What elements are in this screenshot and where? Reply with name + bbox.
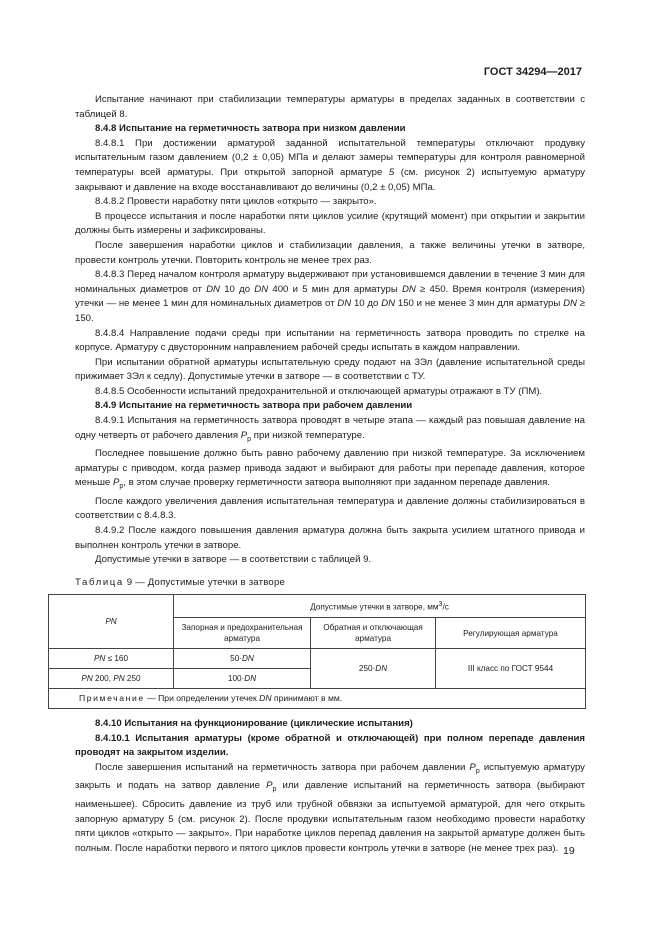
paragraph-8-4-8-4: 8.4.8.4 Направление подачи среды при испытании на герметичность затвора проводить по стрелке на корпусе. Арматуру с двусторонним направлением рабочей среды испытать в каждом направлении. xyxy=(75,327,585,354)
leakage-table xyxy=(48,594,586,709)
paragraph-8-4-8-1: 8.4.8.1 При достижении арматурой заданной испытательной температуры отключают продувку испытательным газом давлением (0,2 ± 0,05) МПа и делают замеры температуры для контроля равномерной температуры всей арматуры. При открытой запорной арматуре 5 (см. рисунок 2) испытуемую арматуру закрывают и давление на входе восстанавливают до величины (0,2 ± 0,05) МПа. xyxy=(75,137,585,193)
col-header-group: Допустимые утечки в затворе, $мм^3/с$ xyxy=(174,595,586,618)
paragraph-leak-control: После завершения наработки циклов и стабилизации давления, а также величины утечки в затворе, провести контроль утечки. Повторить контроль не менее трех раз. xyxy=(75,239,585,266)
paragraph-reverse-valve: При испытании обратной арматуры испытательную среду подают на 3Эл (давление испытательной среды прижимает 3Эл к седлу). Допустимые утечки в затворе — в соответствии с ТУ. xyxy=(75,356,585,383)
section-heading-8-4-9: 8.4.9 Испытание на герметичность затвора при рабочем давлении xyxy=(95,400,413,412)
cell-pn-200-250: PN 200, PN 250 xyxy=(49,669,174,689)
cell-50dn: 50·DN xyxy=(174,649,311,669)
col-header-shutoff: Запорная и предохранительная арматура xyxy=(174,618,311,649)
section-heading-8-4-8: 8.4.8 Испытание на герметичность затвора при низком давлении xyxy=(95,123,406,135)
paragraph-stabilization: Испытание начинают при стабилизации температуры арматуры в пределах заданных в соответствии с таблицей 8. xyxy=(75,94,585,120)
cell-class-iii: III класс по ГОСТ 9544 xyxy=(436,649,586,689)
paragraph-8-4-8-3: 8.4.8.3 Перед началом контроля арматуру выдерживают при установившемся давлении в течение 3 мин для номинальных диаметров от DN 10 до DN 400 и 5 мин для арматуры DN ≥ 450. Время контроля (измерения) утечки — не менее 1 мин для номинальных диаметров от DN 10 до DN 150 и не менее 3 мин для арматуры DN ≥ 150. xyxy=(75,269,585,324)
page-body xyxy=(75,93,585,856)
paragraph-torque: В процессе испытания и после наработки пяти циклов усилие (крутящий момент) при открытии и закрытии должны быть измерены и зафиксированы. xyxy=(75,210,585,237)
document-header: ГОСТ 34294—2017 xyxy=(483,66,582,78)
table-row xyxy=(49,649,586,669)
paragraph-8-4-8-2: 8.4.8.2 Провести наработку пяти циклов «открыто — закрыто». xyxy=(95,196,377,208)
table-note: Примечание — При определении утечек DN принимают в мм. xyxy=(49,689,586,709)
cell-pn-160: PN ≤ 160 xyxy=(49,649,174,669)
page-number: 19 xyxy=(563,845,575,857)
paragraph-8-4-8-5: 8.4.8.5 Особенности испытаний предохранительной и отключающей арматуры отражают в ТУ (ПМ). xyxy=(95,385,543,397)
col-header-pn: PN xyxy=(49,595,174,649)
cell-100dn: 100·DN xyxy=(174,669,311,689)
table-caption: Таблица 9 — Допустимые утечки в затворе xyxy=(75,576,286,588)
paragraph-8-4-9-2: 8.4.9.2 После каждого повышения давления арматура должна быть закрыта усилием штатного привода и выполнен контроль утечки в затворе. xyxy=(75,525,585,551)
paragraph-allowable-leaks: Допустимые утечки в затворе — в соответствии с таблицей 9. xyxy=(95,554,372,566)
section-heading-8-4-10: 8.4.10 Испытания на функционирование (циклические испытания) xyxy=(95,718,413,730)
paragraph-cycle-testing: После завершения испытаний на герметичность затвора при рабочем давлении $P_р$ испытуемую арматуру закрыть и подать на затвор давление $P_р$ или давление испытаний на герметичность затвора (выбирают наименьшее). Сбросить давление из труб или трубной обвязки за испытуемой арматурой, для чего открыть запорную арматуру 5 (см. рисунок 2). После продувки испытательным газом необходимо провести наработку пяти циклов «открыто — закрыто». При наработке циклов перепад давления на закрытой арматуре должен быть полным. После наработки первого и пятого циклов провести контроль утечки в затворе (не менее трех раз). xyxy=(75,761,585,854)
section-heading-8-4-10-1: 8.4.10.1 Испытания арматуры (кроме обратной и отключающей) при полном перепаде давления проводят на закрытом изделии. xyxy=(75,732,585,759)
paragraph-8-4-9-1: 8.4.9.1 Испытания на герметичность затвора проводят в четыре этапа — каждый раз повышая давление на одну четверть от рабочего давления $P_р$ при низкой температуре. xyxy=(75,415,585,443)
col-header-control: Регулирующая арматура xyxy=(436,618,586,649)
paragraph-stabilize: После каждого увеличения давления испытательная температура и давление должны стабилизироваться в соответствии с 8.4.8.3. xyxy=(75,495,585,522)
paragraph-last-increase: Последнее повышение должно быть равно рабочему давлению при низкой температуре. За исключением арматуры с приводом, когда размер привода задают и выбирают для работы при перепаде давления, которое меньше $P_р$, в этом случае проверку герметичности затвора выполняют при заданном перепаде давления. xyxy=(75,448,585,491)
cell-250dn: 250·DN xyxy=(311,649,436,689)
col-header-check: Обратная и отключающая арматура xyxy=(311,618,436,649)
